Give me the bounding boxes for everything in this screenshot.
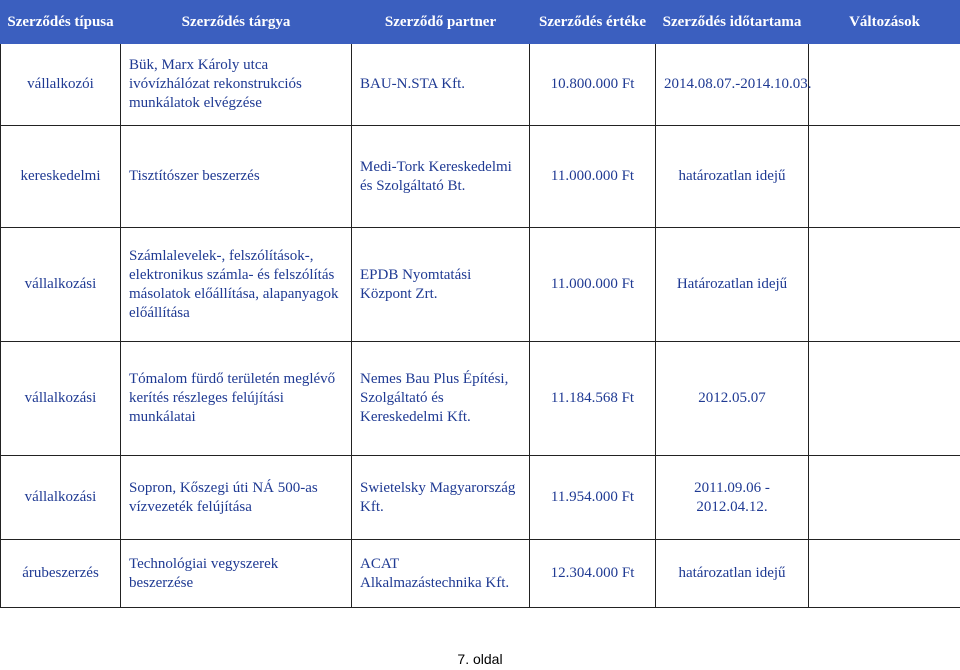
table-row [1, 228, 960, 342]
cell-type: vállalkozói [1, 44, 121, 126]
page-number: 7. oldal [457, 651, 503, 667]
cell-value: 10.800.000 Ft [530, 44, 656, 126]
cell-changes [809, 228, 960, 342]
cell-type: árubeszerzés [1, 540, 121, 608]
cell-partner: Nemes Bau Plus Építési, Szolgáltató és Kereskedelmi Kft. [352, 342, 530, 456]
cell-duration: 2012.05.07 [656, 342, 809, 456]
header-type: Szerződés típusa [1, 1, 121, 44]
header-partner: Szerződő partner [352, 1, 530, 44]
cell-subject: Számlalevelek-, felszólítások-, elektronikus számla- és felszólítás másolatok előállítása, alapanyagok előállítása [121, 228, 352, 342]
header-duration: Szerződés időtartama [656, 1, 809, 44]
cell-changes [809, 456, 960, 540]
header-changes: Változások [809, 1, 960, 44]
header-value: Szerződés értéke [530, 1, 656, 44]
cell-value: 11.954.000 Ft [530, 456, 656, 540]
cell-duration: Határozatlan idejű [656, 228, 809, 342]
cell-duration: 2011.09.06 - 2012.04.12. [656, 456, 809, 540]
cell-changes [809, 342, 960, 456]
cell-type: vállalkozási [1, 456, 121, 540]
cell-subject: Technológiai vegyszerek beszerzése [121, 540, 352, 608]
table-row [1, 44, 960, 126]
cell-duration: 2014.08.07.-2014.10.03. [656, 44, 809, 126]
table-row [1, 456, 960, 540]
cell-type: kereskedelmi [1, 126, 121, 228]
cell-value: 11.000.000 Ft [530, 126, 656, 228]
table-row [1, 540, 960, 608]
cell-type: vállalkozási [1, 342, 121, 456]
cell-subject: Sopron, Kőszegi úti NÁ 500-as vízvezeték felújítása [121, 456, 352, 540]
cell-changes [809, 44, 960, 126]
cell-partner: Swietelsky Magyarország Kft. [352, 456, 530, 540]
table-row [1, 342, 960, 456]
cell-partner: ACAT Alkalmazástechnika Kft. [352, 540, 530, 608]
header-row [1, 1, 960, 44]
table-row [1, 126, 960, 228]
cell-value: 11.000.000 Ft [530, 228, 656, 342]
cell-subject: Tómalom fürdő területén meglévő kerítés részleges felújítási munkálatai [121, 342, 352, 456]
cell-duration: határozatlan idejű [656, 126, 809, 228]
cell-partner: Medi-Tork Kereskedelmi és Szolgáltató Bt. [352, 126, 530, 228]
cell-partner: BAU-N.STA Kft. [352, 44, 530, 126]
cell-changes [809, 126, 960, 228]
cell-partner: EPDB Nyomtatási Központ Zrt. [352, 228, 530, 342]
cell-duration: határozatlan idejű [656, 540, 809, 608]
cell-value: 12.304.000 Ft [530, 540, 656, 608]
cell-changes [809, 540, 960, 608]
cell-value: 11.184.568 Ft [530, 342, 656, 456]
cell-subject: Bük, Marx Károly utca ivóvízhálózat rekonstrukciós munkálatok elvégzése [121, 44, 352, 126]
header-subject: Szerződés tárgya [121, 1, 352, 44]
cell-subject: Tisztítószer beszerzés [121, 126, 352, 228]
cell-type: vállalkozási [1, 228, 121, 342]
